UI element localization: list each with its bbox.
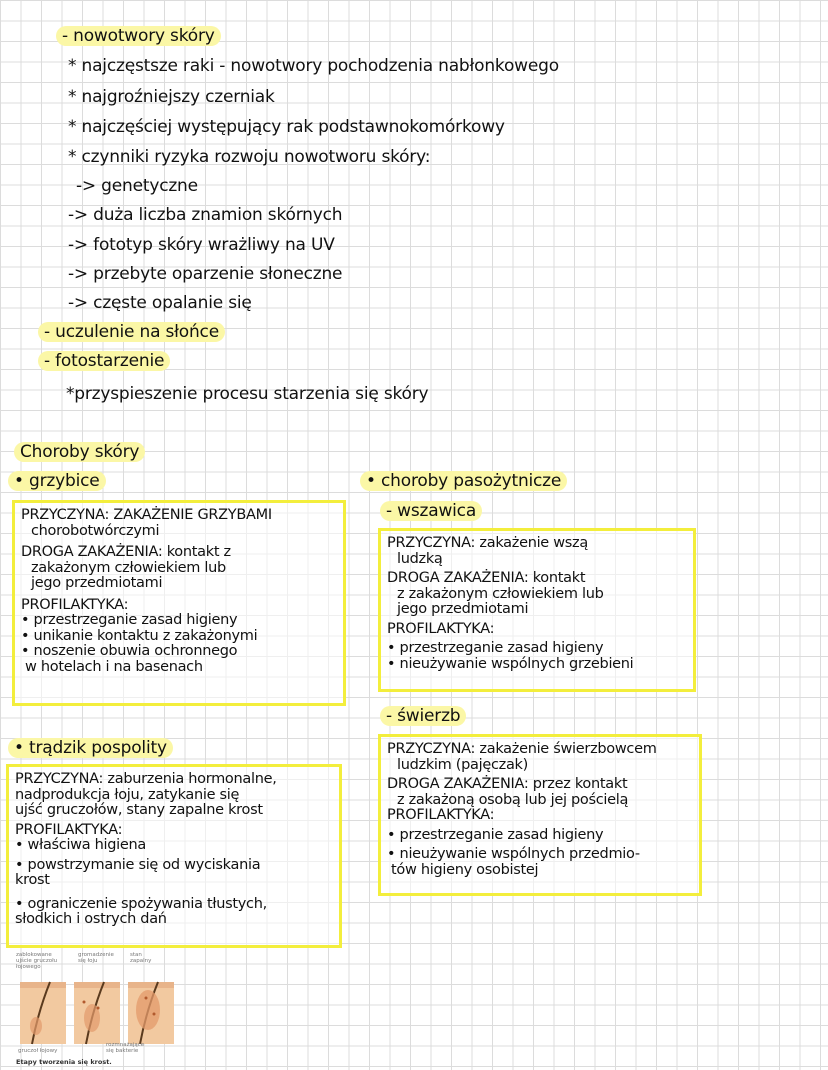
box-line: tów higieny osobistej: [391, 861, 539, 878]
box-line: DROGA ZAKAŻENIA: kontakt z: [21, 544, 231, 560]
lice-box: [378, 528, 696, 692]
cancer-point: * czynniki ryzyka rozwoju nowotworu skóry:: [68, 147, 431, 167]
box-line: • unikanie kontaktu z zakażonymi: [21, 627, 258, 644]
box-line: • przestrzeganie zasad higieny: [21, 612, 238, 628]
box-line: • powstrzymanie się od wyciskania: [15, 856, 261, 873]
risk-factor: -> fototyp skóry wrażliwy na UV: [68, 235, 335, 255]
box-line: • przestrzeganie zasad higieny: [387, 826, 604, 843]
scabies-box: [378, 734, 702, 896]
box-line: PRZYCZYNA: ZAKAŻENIE GRZYBAMI: [21, 507, 272, 523]
scabies-heading: - świerzb: [380, 706, 466, 726]
lice-heading: - wszawica: [380, 501, 482, 521]
acne-heading: • trądzik pospolity: [8, 738, 173, 758]
risk-factor: -> częste opalanie się: [68, 293, 252, 313]
photoaging-heading: - fotostarzenie: [38, 351, 170, 371]
box-line: PRZYCZYNA: zakażenie świerzbowcem: [387, 741, 657, 757]
box-line: • ograniczenie spożywania tłustych,: [15, 895, 267, 912]
box-line: nadprodukcja łoju, zatykanie się: [15, 786, 240, 803]
figure-label: stan zapalny: [130, 952, 152, 964]
figure-label: zablokowane ujście gruczołu łojowego: [16, 952, 58, 970]
box-line: • noszenie obuwia ochronnego: [21, 643, 238, 659]
box-line: ujść gruczołów, stany zapalne krost: [15, 802, 263, 818]
box-line: • nieużywanie wspólnych przedmio-: [387, 846, 640, 862]
risk-factor: -> genetyczne: [76, 176, 198, 196]
box-line: jego przedmiotami: [397, 601, 529, 617]
box-line: krost: [15, 872, 50, 888]
figure-caption: Etapy tworzenia się krost.: [16, 1058, 112, 1066]
box-line: PROFILAKTYKA:: [387, 807, 495, 823]
skin-diseases-heading: Choroby skóry: [14, 442, 145, 462]
figure-label: rozmnażające się bakterie: [106, 1042, 145, 1054]
risk-factor: -> duża liczba znamion skórnych: [68, 205, 343, 225]
box-line: DROGA ZAKAŻENIA: przez kontakt: [387, 776, 628, 792]
cancer-point: * najgroźniejszy czerniak: [68, 87, 275, 107]
box-line: • nieużywanie wspólnych grzebieni: [387, 655, 634, 672]
box-line: ludzkim (pajęczak): [397, 756, 529, 773]
box-line: • właściwa higiena: [15, 837, 146, 853]
box-line: chorobotwórczymi: [31, 522, 160, 539]
sun-allergy-heading: - uczulenie na słońce: [38, 322, 225, 342]
parasitic-heading: • choroby pasożytnicze: [360, 471, 567, 491]
box-line: PROFILAKTYKA:: [15, 821, 123, 838]
skin-cross-section-illustration: [14, 968, 184, 1054]
box-line: w hotelach i na basenach: [25, 658, 203, 675]
fungal-box: [12, 500, 346, 706]
box-line: PROFILAKTYKA:: [21, 596, 129, 613]
box-line: zakażonym człowiekiem lub: [31, 559, 226, 576]
risk-factor: -> przebyte oparzenie słoneczne: [68, 264, 343, 284]
box-line: PRZYCZYNA: zaburzenia hormonalne,: [15, 771, 277, 787]
pustule-formation-figure: [14, 950, 184, 1068]
box-line: z zakażonym człowiekiem lub: [397, 585, 604, 602]
cancer-point: * najczęstsze raki - nowotwory pochodzenia nabłonkowego: [68, 56, 559, 76]
box-line: PROFILAKTYKA:: [387, 620, 495, 637]
figure-label: gruczoł łojowy: [18, 1048, 58, 1054]
figure-label: gromadzenie się łoju: [78, 952, 114, 964]
skin-cancer-heading: - nowotwory skóry: [56, 26, 221, 46]
box-line: z zakażoną osobą lub jej pościelą: [397, 791, 629, 808]
fungal-heading: • grzybice: [8, 471, 106, 491]
box-line: • przestrzeganie zasad higieny: [387, 640, 604, 656]
box-line: ludzką: [397, 550, 443, 567]
acne-box: [6, 764, 342, 948]
box-line: jego przedmiotami: [31, 575, 163, 591]
box-line: DROGA ZAKAŻENIA: kontakt: [387, 570, 586, 586]
photoaging-point: *przyspieszenie procesu starzenia się skóry: [66, 384, 429, 404]
box-line: PRZYCZYNA: zakażenie wszą: [387, 535, 588, 551]
cancer-point: * najczęściej występujący rak podstawnokomórkowy: [68, 117, 505, 137]
box-line: słodkich i ostrych dań: [15, 911, 167, 927]
